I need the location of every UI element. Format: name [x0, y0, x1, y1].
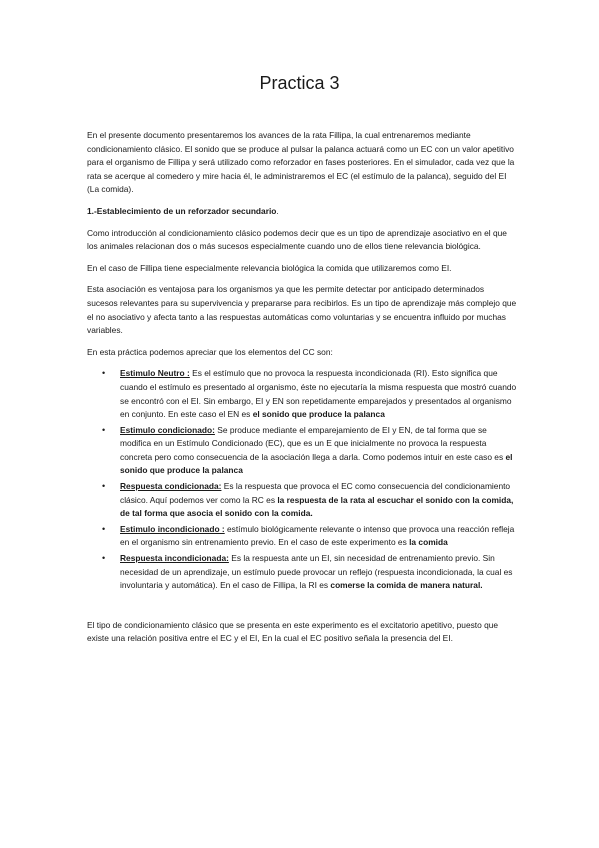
term-description: estímulo biológicamente relevante o intenso que provoca una reacción refleja en el organismo sin entrenamiento previo. En el caso de este experimento es [120, 523, 515, 548]
bullet-icon: • [102, 481, 106, 492]
list-item-estimulo-condicionado [87, 424, 517, 478]
list-item-estimulo-neutro [87, 367, 517, 421]
paragraph-intro-cc: Como introducción al condicionamiento clásico podemos decir que es un tipo de aprendizaje asociativo en el que los animales relacionan dos o más sucesos especialmente cuando uno de ellos tiene relevancia biológica. [87, 227, 507, 252]
term-label: Respuesta condicionada: [120, 481, 222, 492]
term-description: Se produce mediante el emparejamiento de EI y EN, de tal forma que se modifica en un Estímulo Condicionado (EC), que es un E que inicialmente no provoca la respuesta concreta pero como consecuencia de la asociación llega a darla. Como podemos intuir en este caso es [120, 424, 506, 462]
term-label: Estimulo condicionado: [120, 424, 215, 435]
section-heading-end: . [276, 205, 279, 216]
list-item-estimulo-incondicionado [87, 523, 517, 550]
term-description: Es el estímulo que no provoca la respuesta incondicionada (RI). Esto significa que cuando el estímulo es presentado al organismo, éste no ejecutaría la misma respuesta que mostró cuando se encontró con el EI. Sin embargo, EI y EN son repetidamente emparejados y presentados al organismo en conjunto. En este caso el EN es [120, 368, 517, 420]
bullet-icon: • [102, 523, 106, 534]
page-title: Practica 3 [259, 73, 340, 93]
paragraph-advantage: Esta asociación es ventajosa para los organismos ya que les permite detectar por anticipado determinados sucesos relevantes para su supervivencia y prepararse para recibirlos. Es un tipo de aprendizaje más complejo que el no asociativo y afecta tanto a las respuestas automáticas como voluntarias y se encuentra influido por muchas variables. [87, 284, 517, 336]
term-label: Respuesta incondicionada: [120, 553, 229, 564]
term-label: Estimulo incondicionado : [120, 523, 225, 534]
list-item-respuesta-condicionada [87, 480, 517, 521]
document-body [87, 129, 517, 654]
term-emphasis: el sonido que produce la palanca [252, 409, 385, 420]
paragraph-fillipa: En el caso de Fillipa tiene especialmente relevancia biológica la comida que utilizaremos como EI. [87, 262, 452, 273]
term-label: Estimulo Neutro : [120, 368, 190, 379]
intro-paragraph: En el presente documento presentaremos los avances de la rata Fillipa, la cual entrenaremos mediante condicionamiento clásico. El sonido que se produce al pulsar la palanca actuará como un EC con un valor apetitivo para el organismo de Fillipa y será utilizado como reforzador en fases posteriores. En el simulador, cada vez que la rata se acerque al comedero y mire hacia él, le administraremos el EC (el estímulo de la palanca), seguido del EI (La comida). [87, 130, 515, 195]
term-description: Es la respuesta que provoca el EC como consecuencia del condicionamiento clásico. Aquí podemos ver como la RC es [120, 481, 511, 505]
section-heading-text: 1.-Establecimiento de un reforzador secundario [87, 205, 277, 216]
bullet-icon: • [102, 553, 106, 564]
term-emphasis: la respuesta de la rata al escuchar el sonido con la comida, de tal forma que asocia el sonido con la comida. [120, 494, 514, 519]
bullet-icon: • [102, 424, 106, 435]
bullet-icon: • [102, 368, 106, 379]
conclusion-paragraph: El tipo de condicionamiento clásico que se presenta en este experimento es el excitatorio apetitivo, puesto que existe una relación positiva entre el EC y el EI, En la cual el EC positivo señala la presencia del EI. [87, 619, 499, 644]
term-description: Es la respuesta ante un EI, sin necesidad de entrenamiento previo. Sin necesidad de un aprendizaje, un estímulo puede provocar un reflejo (respuesta incondicionada, la cual es involuntaria y automática). En el caso de Fillipa, la RI es [120, 553, 513, 591]
term-emphasis: el sonido que produce la palanca [120, 451, 513, 476]
cc-elements-list [87, 367, 517, 593]
term-emphasis: comerse la comida de manera natural. [330, 580, 483, 591]
section-heading [87, 205, 517, 219]
list-item-respuesta-incondicionada [87, 552, 517, 593]
paragraph-elements-intro: En esta práctica podemos apreciar que los elementos del CC son: [87, 346, 333, 357]
term-emphasis: la comida [409, 537, 448, 548]
